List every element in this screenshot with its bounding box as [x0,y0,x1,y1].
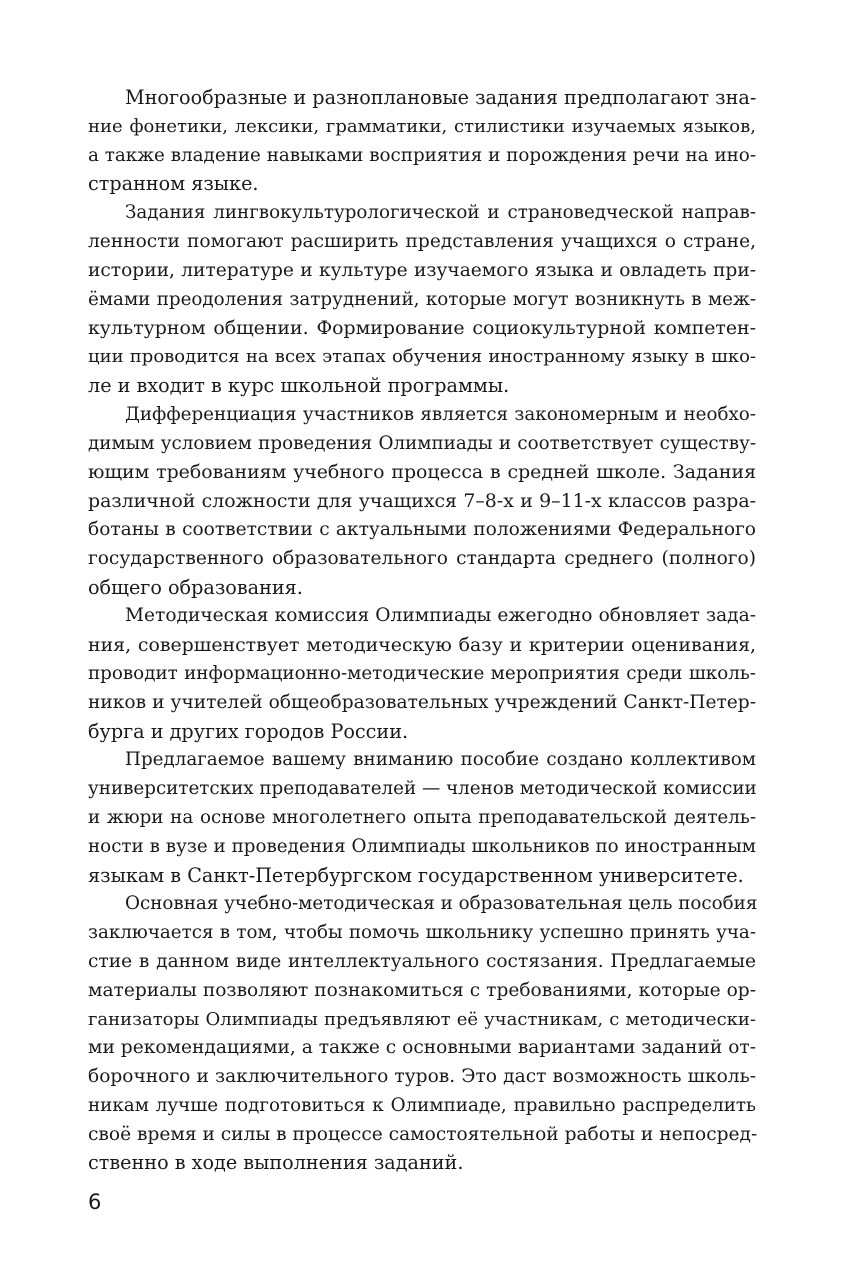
text-line: ющим требованиям учебного процесса в средней школе. Задания [88,461,756,484]
text-line: Задания лингвокультурологической и страноведческой направ- [125,202,756,224]
text-line: своё время и силы в процессе самостоятельной работы и непосред- [88,1123,758,1145]
text-line: культурном общении. Формирование социокультурной компетен- [88,317,756,340]
text-line: университетских преподавателей — членов методической комиссии [88,778,757,800]
text-line: ганизаторы Олимпиады предъявляют её участникам, с методически- [88,1008,756,1030]
text-line: ле и входит в курс школьной программы. [88,373,510,397]
text-line: государственного образовательного стандарта среднего (полного) [88,547,756,569]
text-line: Предлагаемое вашему вниманию пособие создано коллективом [125,749,756,771]
text-line: ственно в ходе выполнения заданий. [88,1151,464,1175]
text-line: Методическая комиссия Олимпиады ежегодно обновляет зада- [125,605,756,627]
text-line: борочного и заключительного туров. Это даст возможность школь- [88,1066,756,1088]
text-line: ботаны в соответствии с актуальными положениями Федерального [88,518,756,540]
text-line: ленности помогают расширить представления учащихся о стране, [88,230,756,252]
text-line: ности в вузе и проведения Олимпиады школьников по иностранным [88,835,756,857]
text-line: общего образования. [88,575,303,599]
text-line: Дифференциация участников является закономерным и необхо- [125,403,756,425]
text-line: ние фонетики, лексики, грамматики, стилистики изучаемых языков, [88,115,756,137]
text-line: заключается в том, чтобы помочь школьнику успешно принять уча- [88,922,756,944]
text-line: и жюри на основе многолетнего опыта преподавательской деятель- [88,806,756,828]
body-text [88,84,756,1178]
text-line: ния, совершенствует методическую базу и критерии оценивания, [88,634,756,657]
text-line: различной сложности для учащихся 7–8-х и 9–11-х классов разра- [88,490,756,513]
text-line: ников и учителей общеобразовательных учреждений Санкт-Петер- [88,691,756,713]
text-line: истории, литературе и культуре изучаемого языка и овладеть при- [88,259,756,281]
page-number: 6 [88,1190,102,1214]
text-line: странном языке. [88,172,259,196]
text-line: димым условием проведения Олимпиады и соответствует существу- [88,432,756,454]
text-line: а также владение навыками восприятия и порождения речи на ино- [88,144,756,166]
text-line: бурга и других городов России. [88,719,409,743]
text-line: никам лучше подготовиться к Олимпиаде, правильно распределить [88,1094,756,1116]
text-line: проводит информационно-методические мероприятия среди школь- [88,662,756,684]
text-line: стие в данном виде интеллектуального состязания. Предлагаемые [88,950,756,972]
text-line: Многообразные и разноплановые задания предполагают зна- [125,86,757,109]
text-line: Основная учебно-методическая и образовательная цель пособия [125,893,758,915]
text-line: ёмами преодоления затруднений, которые могут возникнуть в меж- [88,288,756,310]
text-line: ми рекомендациями, а также с основными вариантами заданий от- [88,1037,756,1059]
text-line: ции проводится на всех этапах обучения иностранному языку в шко- [88,346,756,368]
text-line: материалы позволяют познакомиться с требованиями, которые ор- [88,979,756,1001]
text-line: языкам в Санкт-Петербургском государственном университете. [88,863,744,887]
